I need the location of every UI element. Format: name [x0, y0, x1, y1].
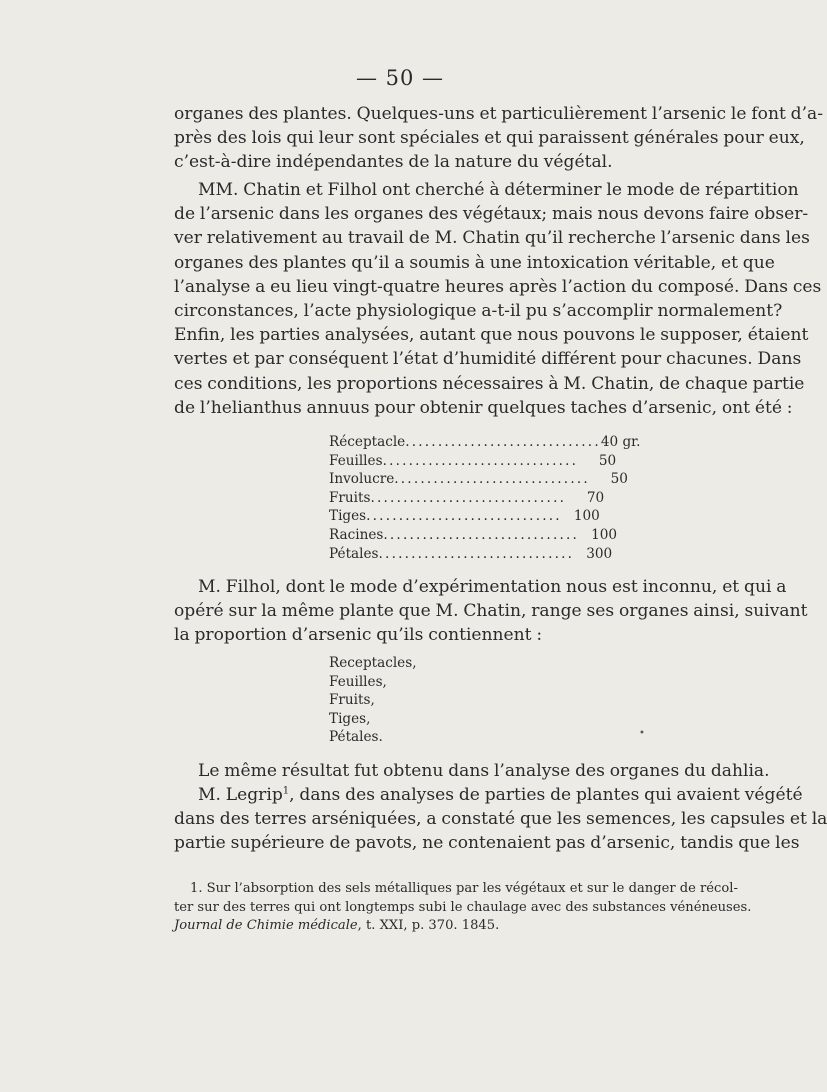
organ-order-list: [329, 654, 417, 747]
text-run: , dans des analyses de parties de plantes qui avaient végété: [289, 785, 803, 805]
arsenic-proportion-table: [329, 433, 641, 563]
text-line: M. Filhol, dont le mode d’expérimentation nous est inconnu, et qui a: [198, 577, 787, 597]
text-line: la proportion d’arsenic qu’ils contiennent :: [174, 625, 543, 646]
paragraph-5: [174, 783, 827, 856]
text-line: vertes et par conséquent l’état d’humidité différent pour chacunes. Dans: [174, 349, 802, 370]
text-line: près des lois qui leur sont spéciales et qui paraissent générales pour eux,: [174, 128, 805, 149]
list-item: Pétales.: [329, 729, 383, 746]
text-line: c’est-à-dire indépendantes de la nature du végétal.: [174, 152, 613, 173]
table-value: 50: [610, 471, 628, 488]
text-line: Le même résultat fut obtenu dans l’analyse des organes du dahlia.: [198, 761, 770, 781]
list-item: Feuilles,: [329, 673, 387, 690]
table-value: 300: [586, 545, 613, 562]
citation-text: , t. XXI, p. 370. 1845.: [357, 918, 500, 933]
text-line: opéré sur la même plante que M. Chatin, range ses organes ainsi, suivant: [174, 601, 808, 622]
text-line: MM. Chatin et Filhol ont cherché à déterminer le mode de répartition: [198, 180, 799, 200]
footnote-marker: 1: [282, 785, 290, 797]
table-value: 50: [598, 452, 617, 469]
paragraph-2: [174, 178, 822, 420]
text-line: Enfin, les parties analysées, autant que nous pouvons le supposer, étaient: [174, 325, 809, 346]
table-label: Racines: [329, 526, 384, 543]
paragraph-3: [174, 575, 808, 648]
list-item: Receptacles,: [329, 655, 417, 671]
text-line: organes des plantes qu’il a soumis à une intoxication véritable, et que: [174, 252, 775, 273]
footnote-line: ter sur des terres qui ont longtemps subi le chaulage avec des substances vénéneuses.: [174, 899, 752, 915]
table-row: Involucre .............................. 50: [329, 471, 628, 488]
text-line: dans des terres arséniquées, a constaté que les semences, les capsules et la: [174, 809, 827, 830]
table-row: Réceptacle .............................. 40 gr.: [329, 434, 641, 450]
footnote: [174, 880, 752, 936]
table-label: Réceptacle: [329, 434, 406, 450]
paragraph-1: [174, 102, 824, 175]
ink-dot-mark: •: [639, 728, 645, 739]
table-label: Pétales: [329, 545, 379, 562]
page-number: — 50 —: [355, 66, 445, 90]
text-run: M. Legrip: [198, 785, 283, 805]
table-row: Feuilles .............................. 50: [329, 452, 617, 469]
text-line: partie supérieure de pavots, ne contenaient pas d’arsenic, tandis que les: [174, 833, 800, 854]
journal-title: Journal de Chimie médicale: [174, 918, 358, 933]
table-value: 70: [586, 489, 605, 506]
table-row: Pétales .............................. 300: [329, 545, 613, 562]
text-line: ces conditions, les proportions nécessaires à M. Chatin, de chaque partie: [174, 373, 805, 394]
list-item: Fruits,: [329, 692, 375, 709]
paragraph-4: [174, 759, 770, 783]
table-label: Involucre: [329, 471, 395, 488]
table-label: Feuilles: [329, 452, 383, 469]
table-row: Tiges .............................. 100: [329, 508, 600, 525]
text-line: [174, 783, 803, 807]
text-line: de l’helianthus annuus pour obtenir quelques taches d’arsenic, ont été :: [174, 397, 793, 418]
table-value: 100: [573, 508, 600, 525]
table-value: 100: [591, 526, 618, 543]
table-label: Tiges: [329, 508, 367, 525]
table-row: Fruits .............................. 70: [329, 489, 605, 506]
text-line: organes des plantes. Quelques-uns et particulièrement l’arsenic le font d’a-: [174, 104, 824, 124]
text-line: l’analyse a eu lieu vingt-quatre heures après l’action du composé. Dans ces: [174, 276, 822, 297]
footnote-line: [174, 917, 702, 936]
list-item: Tiges,: [329, 710, 371, 727]
text-line: circonstances, l’acte physiologique a-t-il pu s’accomplir normalement?: [174, 301, 783, 322]
table-value: 40 gr.: [600, 434, 641, 450]
table-row: Racines .............................. 100: [329, 526, 618, 543]
footnote-line: 1. Sur l’absorption des sels métalliques par les végétaux et sur le danger de récol-: [190, 881, 738, 896]
text-line: de l’arsenic dans les organes des végétaux; mais nous devons faire obser-: [174, 204, 809, 225]
table-label: Fruits: [329, 489, 371, 506]
text-line: ver relativement au travail de M. Chatin qu’il recherche l’arsenic dans les: [174, 228, 810, 249]
